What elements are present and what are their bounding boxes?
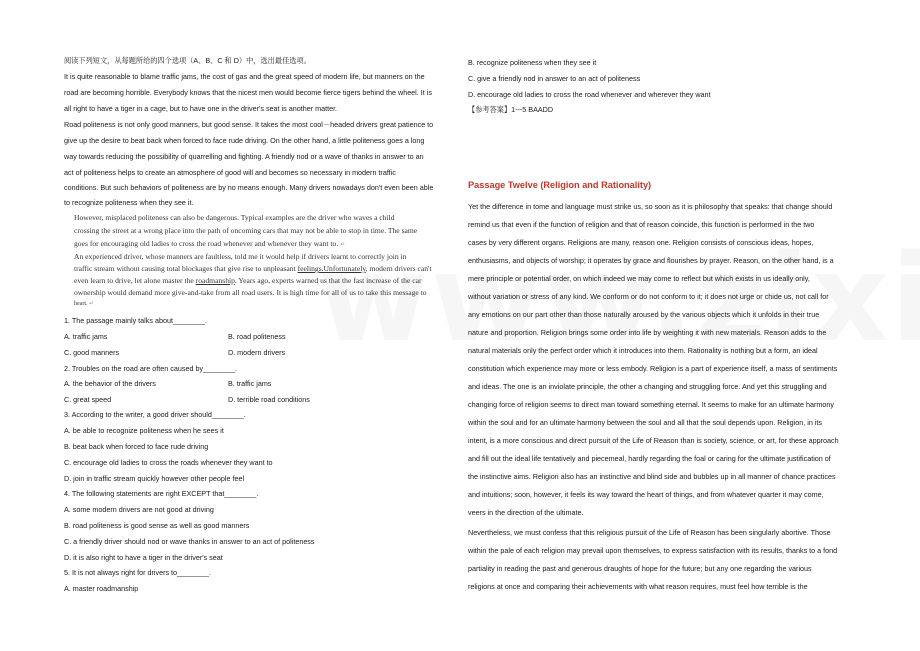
- text-line: road are becoming horrible. Everybody knows that the nicest men would become fierce tigers behind the wheel. It is: [64, 88, 432, 97]
- text-line: However, misplaced politeness can also be dangerous. Typical examples are the driver who waves a child: [74, 213, 395, 222]
- text-line-content: heart.: [74, 301, 88, 307]
- question-1-stem: 1. The passage mainly talks about________.: [64, 316, 207, 325]
- option-d[interactable]: D. join in traffic stream quickly however other people feel: [64, 474, 245, 483]
- option-a[interactable]: A. master roadmanship: [64, 584, 139, 593]
- text-line: religions at once and comparing their achievements with what reason requires, must feel how terrible is the: [468, 582, 808, 591]
- option-b[interactable]: B. road politeness is good sense as well as good manners: [64, 521, 250, 530]
- option-c[interactable]: C. good manners: [64, 348, 120, 357]
- text-line: and intuitions; soon, however, it feels its way toward the heart of things, and from whatever quarter it may come,: [468, 490, 824, 499]
- text-line: within the pale of each religion may prevail upon themselves, to express satisfaction with its results, thanks to a fond: [468, 546, 838, 555]
- option-b[interactable]: B. road politeness: [228, 332, 286, 341]
- answer-key: 【参考答案】1---5 BAADD: [468, 105, 554, 114]
- text-line: changing force of religion seems to direct man toward something eternal. It seems to make for an ultimate harmony: [468, 400, 834, 409]
- text-line: mere principle or potential order, on which indeed we may come to reflect but which exists in us ideally only,: [468, 274, 810, 283]
- option-a[interactable]: A. some modern drivers are not good at driving: [64, 505, 214, 514]
- text-line: without variation or stress of any kind. We conform or do not conform to it; it does not urge or chide us, not call for: [468, 292, 829, 301]
- option-b[interactable]: B. beat back when forced to face rude driving: [64, 442, 209, 451]
- option-c[interactable]: C. encourage old ladies to cross the roads whenever they want to: [64, 458, 273, 467]
- option-d[interactable]: D. terrible road conditions: [228, 395, 310, 404]
- question-2-stem: 2. Troubles on the road are often caused by________.: [64, 364, 238, 373]
- text-line: constitution which experience may more or less embody. Religion is a part of experience itself, a mass of sentiments: [468, 364, 838, 373]
- option-d[interactable]: D. modern drivers: [228, 348, 286, 357]
- text-line: the instinctive aims. Religion also has an instinctive and blind side and bubbles up in all manner of chance practices: [468, 472, 836, 481]
- text-line: way towards reducing the possibility of quarrelling and fighting. A friendly nod or a wave of thanks in answer to an: [64, 152, 424, 161]
- text-line: conditions. But such behaviors of politeness are by no means enough. Many drivers nowadays don't even been able: [64, 183, 434, 192]
- option-a[interactable]: A. the behavior of the drivers: [64, 379, 156, 388]
- text-line: cases by very different organs. Religions are many, reason one. Religion consists of conscious ideas, hopes,: [468, 238, 814, 247]
- text-line-content: goes for encouraging old ladies to cross the road whenever and whenever they want to.: [74, 239, 339, 248]
- return-mark: ↵: [89, 301, 95, 307]
- text-line: enthusiasms, and objects of worship; it operates by grace and flourishes by prayer. Reason, on the other hand, is a: [468, 256, 834, 265]
- underlined-text: roadmanship: [195, 276, 235, 285]
- text-line: [74, 238, 345, 251]
- option-b[interactable]: B. recognize politeness when they see it: [468, 58, 597, 67]
- question-5-stem: 5. It is not always right for drivers to________.: [64, 568, 212, 577]
- text-line: remind us that even if the function of religion and that of reason coincide, this function is performed in the two: [468, 220, 815, 229]
- text-line: traffic stream without causing total blockages that give rise to unpleasant feelings.Unfortunately, modern drivers can't: [74, 264, 432, 273]
- text-line: intent, is a more conscious and direct pursuit of the Life of Reason than is society, science, or art, for these approach: [468, 436, 839, 445]
- passage-title: Passage Twelve (Religion and Rationality): [468, 180, 652, 190]
- text-line: act of politeness helps to create an atmosphere of good will and becomes so necessary in modern traffic: [64, 168, 396, 177]
- option-c[interactable]: C. a friendly driver should nod or wave thanks in answer to an act of politeness: [64, 537, 315, 546]
- return-mark: ↵: [340, 242, 346, 248]
- option-d[interactable]: D. encourage old ladies to cross the road whenever and wherever they want: [468, 90, 711, 99]
- option-a[interactable]: A. be able to recognize politeness when he sees it: [64, 426, 224, 435]
- option-c[interactable]: C. give a friendly nod in answer to an act of politeness: [468, 74, 641, 83]
- text-line: any emotions on our part other than those naturally aroused by the various objects which it unfolds in their true: [468, 310, 820, 319]
- text-line: [74, 299, 94, 310]
- option-d[interactable]: D. it is also right to have a tiger in the driver's seat: [64, 553, 223, 562]
- text-line: Yet the difference in tome and language must strike us, so soon as it is philosophy that speaks: that change should: [468, 202, 833, 211]
- question-3-stem: 3. According to the writer, a good driver should________.: [64, 410, 246, 419]
- text-line: give up the desire to beat back when forced to face rude driving. On the other hand, a little politeness goes a long: [64, 136, 425, 145]
- text-line: even learn to drive, let alone master the roadmanship. Years ago, experts warned us that the fast increase of the car: [74, 276, 422, 285]
- text-line: nature and proportion. Religion brings some order into life by weighting it with new materials. Reason adds to the: [468, 328, 827, 337]
- text-line: crossing the street at a wrong place into the path of oncoming cars that may not be able to stop in time. The same: [74, 226, 418, 235]
- instruction: 阅读下列短文，从每题所给的四个选项（A、B、C 和 D）中，选出最佳选项。: [64, 56, 311, 65]
- text-line: within the soul and for an ultimate harmony between the soul and all that the soul depends upon. Religion, in its: [468, 418, 823, 427]
- text-line: Road politeness is not only good manners, but good sense. It takes the most cool－headed drivers great patience to: [64, 120, 434, 129]
- text-line: An experienced driver, whose manners are faultless, told me it would help if drivers learnt to correctly join in: [74, 252, 407, 261]
- text-line: and ideas. The one is an inviolate principle, the other a changing and struggling force. And yet this struggling and: [468, 382, 827, 391]
- text-line: partiality in reading the past and generous draughts of hope for the future; but any one regarding the various: [468, 564, 812, 573]
- question-4-stem: 4. The following statements are right EXCEPT that________.: [64, 489, 259, 498]
- text-line: all right to have a tiger in a cage, but to have one in the driver's seat is another matter.: [64, 104, 338, 113]
- text-line: It is quite reasonable to blame traffic jams, the cost of gas and the great speed of modern life, but manners on the: [64, 72, 425, 81]
- option-c[interactable]: C. great speed: [64, 395, 112, 404]
- text-line: and fill out the ideal life tentatively and piecemeal, hardly regarding the foal or caring for the ultimate justification of: [468, 454, 831, 463]
- text-line: veers in the direction of the ultimate.: [468, 508, 584, 517]
- text-line: natural materials only the perfect order which it introduces into them. Rationality is nothing but a form, an ideal: [468, 346, 818, 355]
- text-line: ownership would demand more give-and-take from all road users. It is high time for all of us to take this message to: [74, 288, 427, 297]
- text-line: Nevertheless, we must confess that this religious pursuit of the Life of Reason has been singularly abortive. Those: [468, 528, 831, 537]
- option-a[interactable]: A. traffic jams: [64, 332, 108, 341]
- underlined-text: feelings.Unfortunately: [297, 264, 366, 273]
- text-line: to recognize politeness when they see it.: [64, 198, 194, 207]
- option-b[interactable]: B. traffic jams: [228, 379, 272, 388]
